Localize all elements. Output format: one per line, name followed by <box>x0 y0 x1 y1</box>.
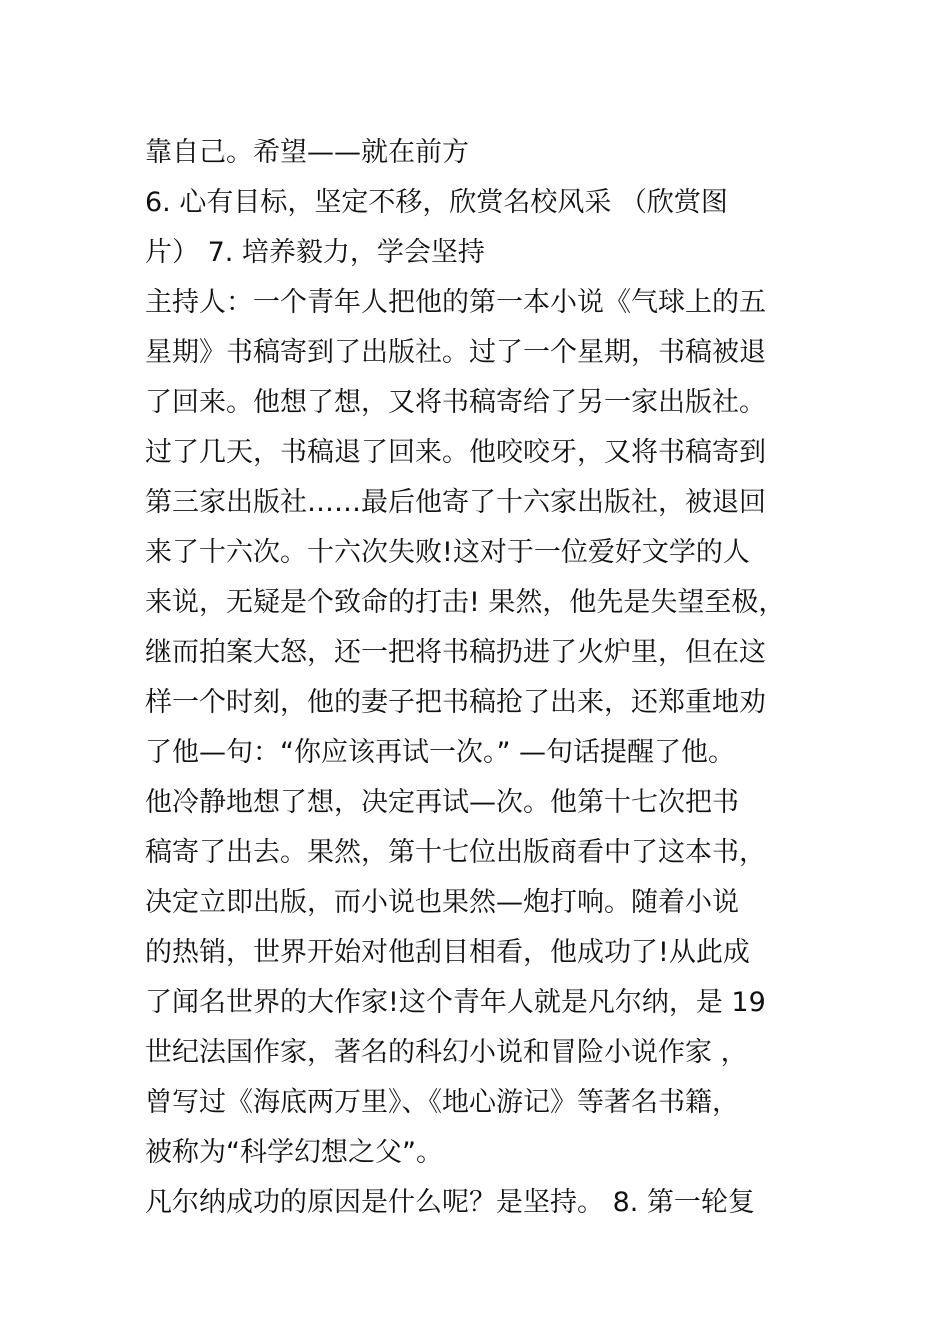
text-line: 他冷静地想了想，决定再试—次。他第十七次把书 <box>145 787 739 818</box>
text-line: 靠自己。希望——就在前方 <box>145 137 469 168</box>
text-line: 6. 心有目标，坚定不移，欣赏名校风采 （欣赏图 <box>145 187 728 218</box>
text-line: 决定立即出版，而小说也果然—炮打响。随着小说 <box>145 887 739 918</box>
text-line: 凡尔纳成功的原因是什么呢？是坚持。 8. 第一轮复 <box>145 1187 755 1218</box>
body-text <box>145 128 845 1228</box>
text-line: 的热销，世界开始对他刮目相看，他成功了!从此成 <box>145 937 750 968</box>
text-line: 世纪法国作家，著名的科幻小说和冒险小说作家 ， <box>145 1037 748 1068</box>
text-line: 了闻名世界的大作家!这个青年人就是凡尔纳，是 19 <box>145 987 766 1018</box>
text-line: 继而拍案大怒，还一把将书稿扔进了火炉里，但在这 <box>145 637 766 668</box>
text-line: 样一个时刻，他的妻子把书稿抢了出来，还郑重地劝 <box>145 687 766 718</box>
text-line: 过了几天，书稿退了回来。他咬咬牙，又将书稿寄到 <box>145 437 766 468</box>
text-line: 稿寄了出去。果然，第十七位出版商看中了这本书， <box>145 837 766 868</box>
text-line: 了他—句：“你应该再试一次。” —句话提醒了他。 <box>145 737 736 768</box>
text-line: 片） 7. 培养毅力，学会坚持 <box>145 237 485 268</box>
text-line: 来了十六次。十六次失败!这对于一位爱好文学的人 <box>145 537 750 568</box>
text-line: 被称为“科学幻想之父”。 <box>145 1137 443 1168</box>
text-line: 星期》书稿寄到了出版社。过了一个星期，书稿被退 <box>145 337 766 368</box>
text-line: 了回来。他想了想，又将书稿寄给了另一家出版社。 <box>145 387 766 418</box>
text-line: 来说，无疑是个致命的打击! 果然，他先是失望至极， <box>145 587 786 618</box>
text-line: 曾写过《海底两万里》、《地心游记》等著名书籍， <box>145 1087 739 1118</box>
text-line: 主持人：一个青年人把他的第一本小说《气球上的五 <box>145 287 766 318</box>
text-line: 第三家出版社……最后他寄了十六家出版社，被退回 <box>145 487 766 518</box>
